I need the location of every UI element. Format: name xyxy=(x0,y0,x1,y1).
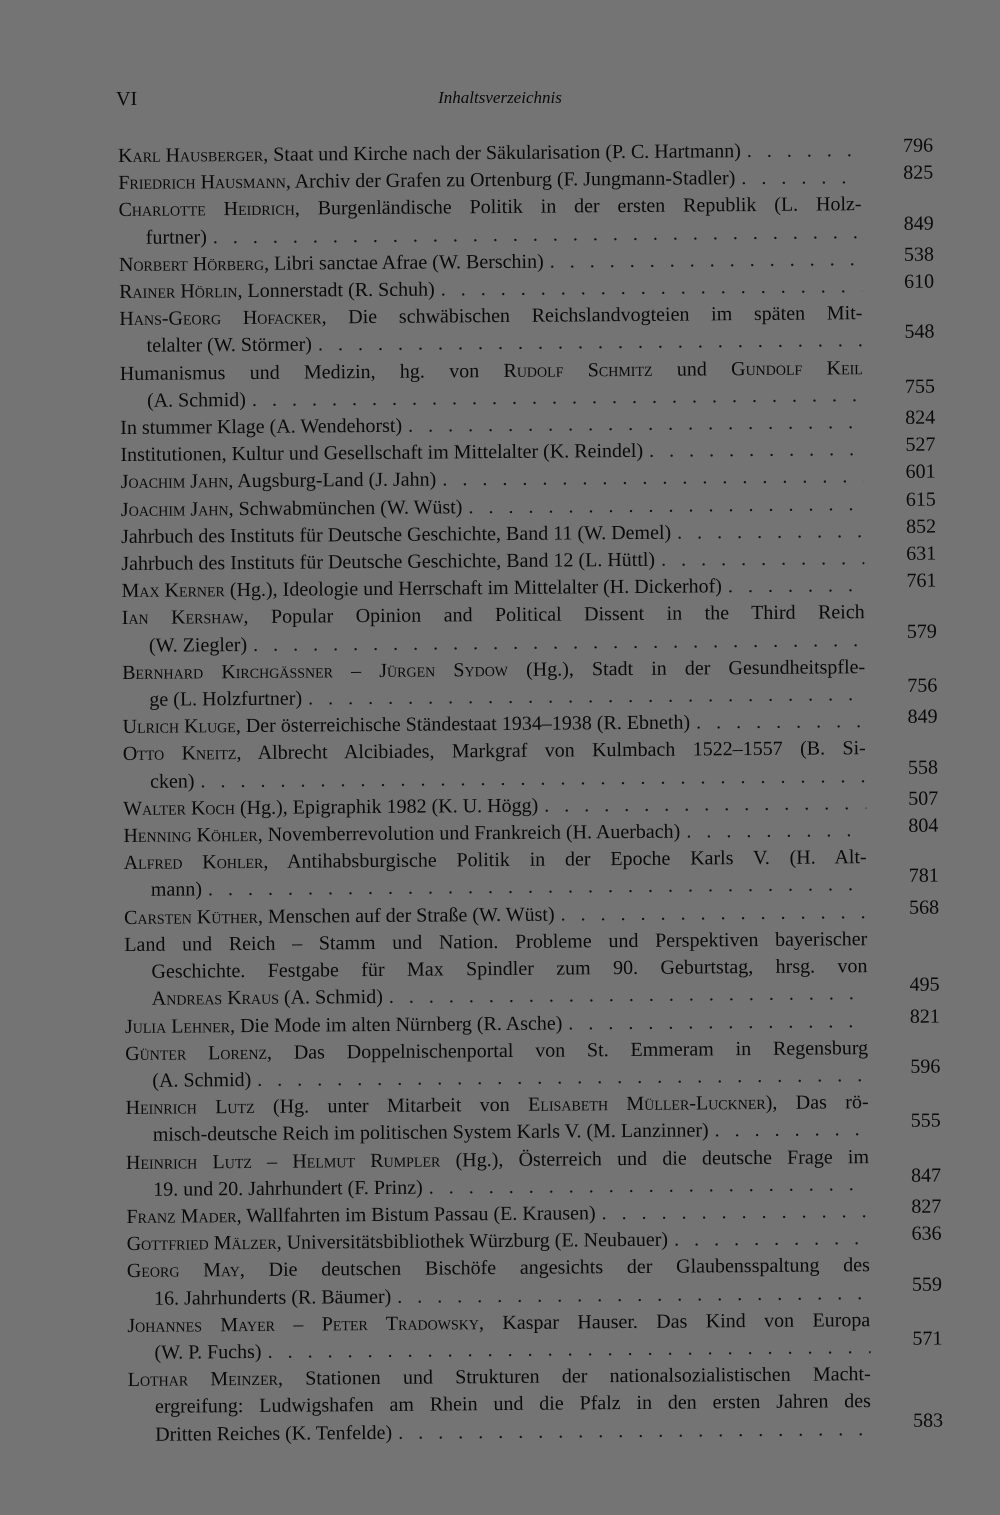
toc-entry-text-line: Jahrbuch des Instituts für Deutsche Geschichte, Band 11 (W. Demel) xyxy=(121,521,672,548)
toc-entry-text-line: (W. Ziegler) xyxy=(148,633,248,657)
dot-leader xyxy=(722,572,865,600)
dot-leader xyxy=(741,137,861,165)
toc-page-number: 568 xyxy=(908,896,940,919)
toc-entry-text-line: furtner) xyxy=(145,225,207,249)
toc-entry-last-line xyxy=(128,1416,871,1449)
toc-entry-text-line: Ulrich Kluge, Der österreichische Ständestaat 1934–1938 (R. Ebneth) xyxy=(122,711,691,739)
toc-entry-text-line: Günter Lorenz, Das Doppelnischenportal von St. Emmeram in Regensburg xyxy=(125,1036,869,1065)
toc-entry-text-line: Land und Reich – Stamm und Nation. Probleme und Perspektiven bayerischer xyxy=(124,928,868,956)
dot-leader xyxy=(668,1225,870,1254)
dot-leader xyxy=(671,518,864,547)
toc-entry-text-line: Friedrich Hausmann, Archiv der Grafen zu Ortenburg (F. Jungmann-Stadler) xyxy=(118,167,736,195)
toc-entry xyxy=(123,735,938,796)
toc-page-number: 507 xyxy=(908,787,939,810)
toc-entry-text-line: Johannes Mayer – Peter Tradowsky, Kaspar Hauser. Das Kind von Europa xyxy=(127,1308,871,1337)
toc-page-number: 761 xyxy=(906,569,937,593)
dot-leader xyxy=(596,1198,870,1227)
toc-page-number: 601 xyxy=(905,461,936,484)
toc-entry xyxy=(127,1306,942,1367)
toc-page-number: 849 xyxy=(903,212,934,235)
toc-page-number: 527 xyxy=(905,433,936,457)
toc-page-number: 804 xyxy=(908,814,939,837)
toc-page-number: 821 xyxy=(909,1005,940,1028)
dot-leader xyxy=(312,328,863,360)
toc-entry xyxy=(122,653,937,714)
toc-entry-text-line: Norbert Hörberg, Libri sanctae Afrae (W. Berschin) xyxy=(118,250,544,276)
toc-entry-text-line: (A. Schmid) xyxy=(152,1068,252,1092)
running-title: Inhaltsverzeichnis xyxy=(438,88,562,107)
toc-entry-text-line: Dritten Reiches (K. Tenfelde) xyxy=(155,1421,393,1446)
toc-page-number: 825 xyxy=(903,161,934,185)
toc-entry-text-line: Max Kerner (Hg.), Ideologie und Herrschaft im Mittelalter (H. Dickerhof) xyxy=(121,575,722,603)
toc-entry xyxy=(122,599,937,660)
dot-leader xyxy=(544,246,862,276)
toc-entry xyxy=(124,844,939,905)
toc-entry-text-line: Heinrich Lutz – Helmut Rumpler (Hg.), Österreich und die deutsche Frage im xyxy=(125,1145,870,1174)
toc-page-number: 852 xyxy=(905,515,937,538)
dot-leader xyxy=(735,164,861,192)
toc-entry-text-line: Karl Hausberger, Staat und Kirche nach der Säkularisation (P. C. Hartmann) xyxy=(118,140,741,167)
toc-page-number: 579 xyxy=(906,620,937,643)
dot-leader xyxy=(538,790,866,820)
toc-entry-text-line: ge (L. Holzfurtner) xyxy=(149,687,303,711)
toc-page-number: 571 xyxy=(912,1327,943,1350)
toc-entry-text-line: Andreas Kraus (A. Schmid) xyxy=(151,986,383,1011)
dot-leader xyxy=(655,545,864,574)
toc-page-number: 596 xyxy=(910,1055,941,1078)
toc-page-number: 755 xyxy=(904,375,936,398)
toc-page-number: 796 xyxy=(902,134,934,157)
toc-entry-text-line: 16. Jahrhunderts (R. Bäumer) xyxy=(153,1285,392,1310)
toc-page-number: 558 xyxy=(907,756,939,779)
toc-entry-text-line: Henning Köhler, Novemberrevolution und Frankreich (H. Auerbach) xyxy=(123,820,681,848)
table-of-contents xyxy=(118,134,944,1449)
toc-entry xyxy=(118,191,933,252)
toc-entry-text-line: Rainer Hörlin, Lonnerstadt (R. Schuh) xyxy=(119,278,435,304)
dot-leader xyxy=(423,1171,870,1202)
toc-entry-text-line: Lothar Meinzer, Stationen und Strukturen der nationalsozialistischen Macht- xyxy=(127,1363,871,1392)
toc-page-number: 756 xyxy=(907,674,938,697)
toc-entry-text-line: Charlotte Heidrich, Burgenländische Politik in der ersten Republik (L. Holz- xyxy=(118,193,862,222)
toc-entry xyxy=(126,1143,941,1204)
toc-page-number: 495 xyxy=(909,973,940,997)
toc-entry-text-line: In stummer Klage (A. Wendehorst) xyxy=(120,414,403,440)
dot-leader xyxy=(436,464,864,495)
toc-entry-text-line: Alfred Kohler, Antihabsburgische Politik in der Epoche Karls V. (H. Alt- xyxy=(123,846,867,875)
toc-entry-text-line: Carsten Küther, Menschen auf der Straße (W. Wüst) xyxy=(123,903,555,929)
toc-entry-text-line: Joachim Jahn, Augsburg-Land (J. Jahn) xyxy=(120,468,437,494)
toc-entry xyxy=(125,1034,940,1095)
toc-page-number: 827 xyxy=(911,1195,942,1218)
toc-page-number: 824 xyxy=(905,406,936,429)
toc-entry xyxy=(120,354,935,415)
toc-entry-text-line: Otto Kneitz, Albrecht Alcibiades, Markgraf von Kulmbach 1522–1557 (B. Si- xyxy=(122,737,866,766)
toc-entry xyxy=(125,1089,940,1150)
toc-page-number: 555 xyxy=(910,1109,941,1133)
toc-entry-text-line: Heinrich Lutz (Hg. unter Mitarbeit von Elisabeth Müller-Luckner), Das rö- xyxy=(125,1091,869,1120)
page-header xyxy=(0,88,1000,118)
dot-leader xyxy=(435,273,863,304)
dot-leader xyxy=(392,1416,871,1447)
toc-entry-text-line: (A. Schmid) xyxy=(146,388,246,412)
toc-entry-text-line: misch-deutsche Reich im politischen System Karls V. (M. Lanzinner) xyxy=(152,1119,709,1147)
dot-leader xyxy=(391,1280,870,1311)
toc-entry-text-line: Georg May, Die deutschen Bischöfe angesichts der Glaubensspaltung des xyxy=(126,1254,870,1283)
dot-leader xyxy=(709,1116,869,1144)
toc-page-number: 847 xyxy=(911,1164,942,1187)
toc-page-number: 615 xyxy=(905,488,936,511)
dot-leader xyxy=(554,899,867,929)
toc-entry-text-line: Humanismus und Medizin, hg. von Rudolf Schmitz und Gundolf Keil xyxy=(119,356,863,385)
toc-entry-text-line: Geschichte. Festgabe für Max Spindler zum 90. Geburtstag, hrsg. von xyxy=(151,955,868,983)
toc-entry-text-line: Walter Koch (Hg.), Epigraphik 1982 (K. U. Högg) xyxy=(123,794,539,820)
toc-entry xyxy=(127,1252,942,1313)
toc-entry-text-line: Jahrbuch des Instituts für Deutsche Geschichte, Band 12 (L. Hüttl) xyxy=(121,548,656,576)
toc-entry xyxy=(119,300,934,361)
toc-entry-text-line: Joachim Jahn, Schwabmünchen (W. Wüst) xyxy=(120,495,463,521)
toc-page-number: 849 xyxy=(907,705,938,729)
toc-page-number: 538 xyxy=(903,243,934,266)
dot-leader xyxy=(562,1008,868,1038)
toc-page-number: 781 xyxy=(908,865,939,888)
page-number: VI xyxy=(116,88,138,110)
toc-entry-text-line: telalter (W. Störmer) xyxy=(146,333,312,358)
dot-leader xyxy=(462,491,864,521)
dot-leader xyxy=(383,980,868,1011)
dot-leader xyxy=(643,436,864,465)
toc-page-number: 631 xyxy=(906,542,937,565)
toc-page-number: 559 xyxy=(911,1273,943,1296)
toc-page-number: 548 xyxy=(904,321,935,344)
toc-entry-text-line: 19. und 20. Jahrhundert (F. Prinz) xyxy=(153,1176,423,1201)
toc-entry-text-line: Ian Kershaw, Popular Opinion and Political Dissent in the Third Reich xyxy=(121,601,865,630)
toc-page-number: 583 xyxy=(912,1409,944,1432)
toc-entry xyxy=(128,1361,944,1449)
toc-entry-text-line: ergreifung: Ludwigshafen am Rhein und die Pfalz in den ersten Jahren des xyxy=(154,1390,871,1419)
dot-leader xyxy=(402,409,863,440)
toc-entry-text-line: (W. P. Fuchs) xyxy=(154,1340,262,1364)
toc-entry-text-line: Franz Mader, Wallfahrten im Bistum Passau (E. Krausen) xyxy=(126,1202,596,1228)
toc-page-number: 610 xyxy=(904,270,935,293)
toc-entry-text-line: Hans-Georg Hofacker, Die schwäbischen Reichslandvogteien im späten Mit- xyxy=(119,302,863,331)
toc-entry xyxy=(124,925,940,1013)
toc-entry-text-line: Bernhard Kirchgässner – Jürgen Sydow (Hg.), Stadt in der Gesundheitspfle- xyxy=(122,656,866,684)
toc-entry-text-line: cken) xyxy=(149,770,195,793)
toc-entry-text-line: Julia Lehner, Die Mode im alten Nürnberg (R. Asche) xyxy=(124,1012,563,1038)
dot-leader xyxy=(680,817,866,846)
dot-leader xyxy=(690,708,866,737)
toc-page-number: 636 xyxy=(911,1222,942,1245)
toc-entry-text-line: Institutionen, Kultur und Gesellschaft im Mittelalter (K. Reindel) xyxy=(120,440,644,467)
toc-entry-text-line: Gottfried Mälzer, Universitätsbibliothek Würzburg (E. Neubauer) xyxy=(126,1228,669,1256)
toc-entry-text-line: mann) xyxy=(150,878,203,902)
